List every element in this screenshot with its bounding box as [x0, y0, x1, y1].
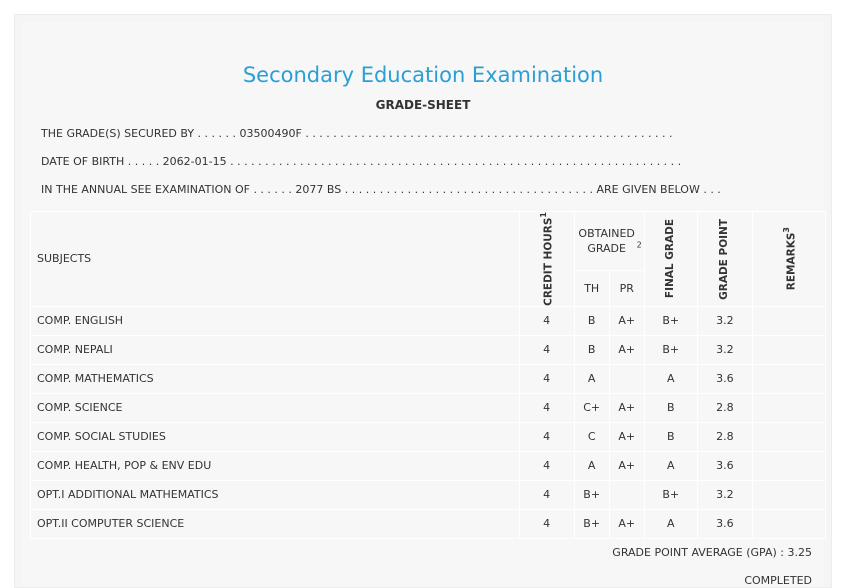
th-grade-cell: B+: [574, 509, 609, 538]
credit-cell: 4: [519, 306, 574, 335]
subject-cell: COMP. NEPALI: [31, 335, 520, 364]
grade-point-cell: 2.8: [697, 422, 752, 451]
grade-point-cell: 3.6: [697, 509, 752, 538]
subjects-header: SUBJECTS: [31, 212, 520, 307]
remarks-cell: [752, 335, 825, 364]
th-grade-cell: B+: [574, 480, 609, 509]
final-grade-cell: A: [644, 509, 697, 538]
pr-grade-cell: [609, 480, 644, 509]
grade-point-header: [697, 212, 752, 307]
table-row: [31, 306, 826, 335]
final-grade-header: [644, 212, 697, 307]
pr-grade-cell: A+: [609, 509, 644, 538]
th-grade-cell: B: [574, 306, 609, 335]
remarks-cell: [752, 393, 825, 422]
table-row: [31, 335, 826, 364]
grade-sheet-heading: GRADE-SHEET: [375, 98, 471, 112]
pr-grade-cell: [609, 364, 644, 393]
final-grade-cell: B+: [644, 306, 697, 335]
grades-table: [30, 211, 826, 539]
credit-cell: 4: [519, 509, 574, 538]
grade-point-cell: 3.2: [697, 480, 752, 509]
credit-hours-label: CREDIT HOURS: [542, 217, 555, 306]
grade-point-cell: 3.2: [697, 306, 752, 335]
subject-cell: COMP. SOCIAL STUDIES: [31, 422, 520, 451]
final-grade-cell: B: [644, 393, 697, 422]
th-grade-cell: C: [574, 422, 609, 451]
obtained-grade-label: OBTAINED GRADE: [578, 226, 635, 255]
grade-point-label: GRADE POINT: [718, 218, 731, 300]
remarks-cell: [752, 451, 825, 480]
table-header-row: [31, 212, 826, 271]
final-grade-cell: B+: [644, 480, 697, 509]
grade-sheet-panel: [22, 22, 824, 587]
grade-point-cell: 3.6: [697, 451, 752, 480]
remarks-header: [752, 212, 825, 307]
remarks-cell: [752, 364, 825, 393]
secured-by-line: THE GRADE(S) SECURED BY . . . . . . 03500490F . . . . . . . . . . . . . . . . . . . . . . . . . . . . . . . . . . . . . . . . . . . . . . . . . . . . .: [41, 127, 673, 140]
pr-grade-cell: A+: [609, 422, 644, 451]
final-grade-cell: B+: [644, 335, 697, 364]
credit-cell: 4: [519, 451, 574, 480]
subject-cell: OPT.I ADDITIONAL MATHEMATICS: [31, 480, 520, 509]
subject-cell: COMP. MATHEMATICS: [31, 364, 520, 393]
pr-header: PR: [609, 270, 644, 306]
result-status: COMPLETED: [744, 574, 812, 587]
final-grade-cell: A: [644, 364, 697, 393]
pr-grade-cell: A+: [609, 451, 644, 480]
table-row: [31, 451, 826, 480]
th-grade-cell: C+: [574, 393, 609, 422]
credit-cell: 4: [519, 480, 574, 509]
credit-hours-header: [519, 212, 574, 307]
subject-cell: COMP. HEALTH, POP & ENV EDU: [31, 451, 520, 480]
examination-line: IN THE ANNUAL SEE EXAMINATION OF . . . . . . 2077 BS . . . . . . . . . . . . . . . . . . . . . . . . . . . . . . . . . . . . ARE GIVEN BELOW . . .: [41, 183, 721, 196]
remarks-cell: [752, 306, 825, 335]
credit-hours-footnote: 1: [539, 212, 549, 218]
final-grade-cell: A: [644, 451, 697, 480]
th-header: TH: [574, 270, 609, 306]
pr-grade-cell: A+: [609, 306, 644, 335]
grade-point-cell: 3.6: [697, 364, 752, 393]
grade-point-cell: 3.2: [697, 335, 752, 364]
final-grade-cell: B: [644, 422, 697, 451]
credit-cell: 4: [519, 393, 574, 422]
exam-title: Secondary Education Examination: [242, 63, 604, 87]
subject-cell: OPT.II COMPUTER SCIENCE: [31, 509, 520, 538]
table-row: [31, 393, 826, 422]
remarks-label: REMARKS: [785, 232, 798, 291]
subject-cell: COMP. ENGLISH: [31, 306, 520, 335]
pr-grade-cell: A+: [609, 393, 644, 422]
date-of-birth-line: DATE OF BIRTH . . . . . 2062-01-15 . . . . . . . . . . . . . . . . . . . . . . . . . . . . . . . . . . . . . . . . . . . . . . . . . . . . . . . . . . . . . . . . .: [41, 155, 682, 168]
table-row: [31, 509, 826, 538]
remarks-cell: [752, 422, 825, 451]
grade-point-cell: 2.8: [697, 393, 752, 422]
obtained-grade-header: [574, 212, 644, 271]
credit-cell: 4: [519, 364, 574, 393]
table-row: [31, 364, 826, 393]
remarks-cell: [752, 480, 825, 509]
final-grade-label: FINAL GRADE: [664, 219, 677, 299]
pr-grade-cell: A+: [609, 335, 644, 364]
subject-cell: COMP. SCIENCE: [31, 393, 520, 422]
grade-sheet-card: [14, 14, 832, 588]
th-grade-cell: B: [574, 335, 609, 364]
remarks-footnote: 3: [781, 227, 791, 233]
credit-cell: 4: [519, 335, 574, 364]
credit-cell: 4: [519, 422, 574, 451]
th-grade-cell: A: [574, 451, 609, 480]
gpa-summary: GRADE POINT AVERAGE (GPA) : 3.25: [612, 546, 812, 559]
table-row: [31, 422, 826, 451]
th-grade-cell: A: [574, 364, 609, 393]
remarks-cell: [752, 509, 825, 538]
obtained-grade-footnote: 2: [636, 240, 642, 250]
table-row: [31, 480, 826, 509]
